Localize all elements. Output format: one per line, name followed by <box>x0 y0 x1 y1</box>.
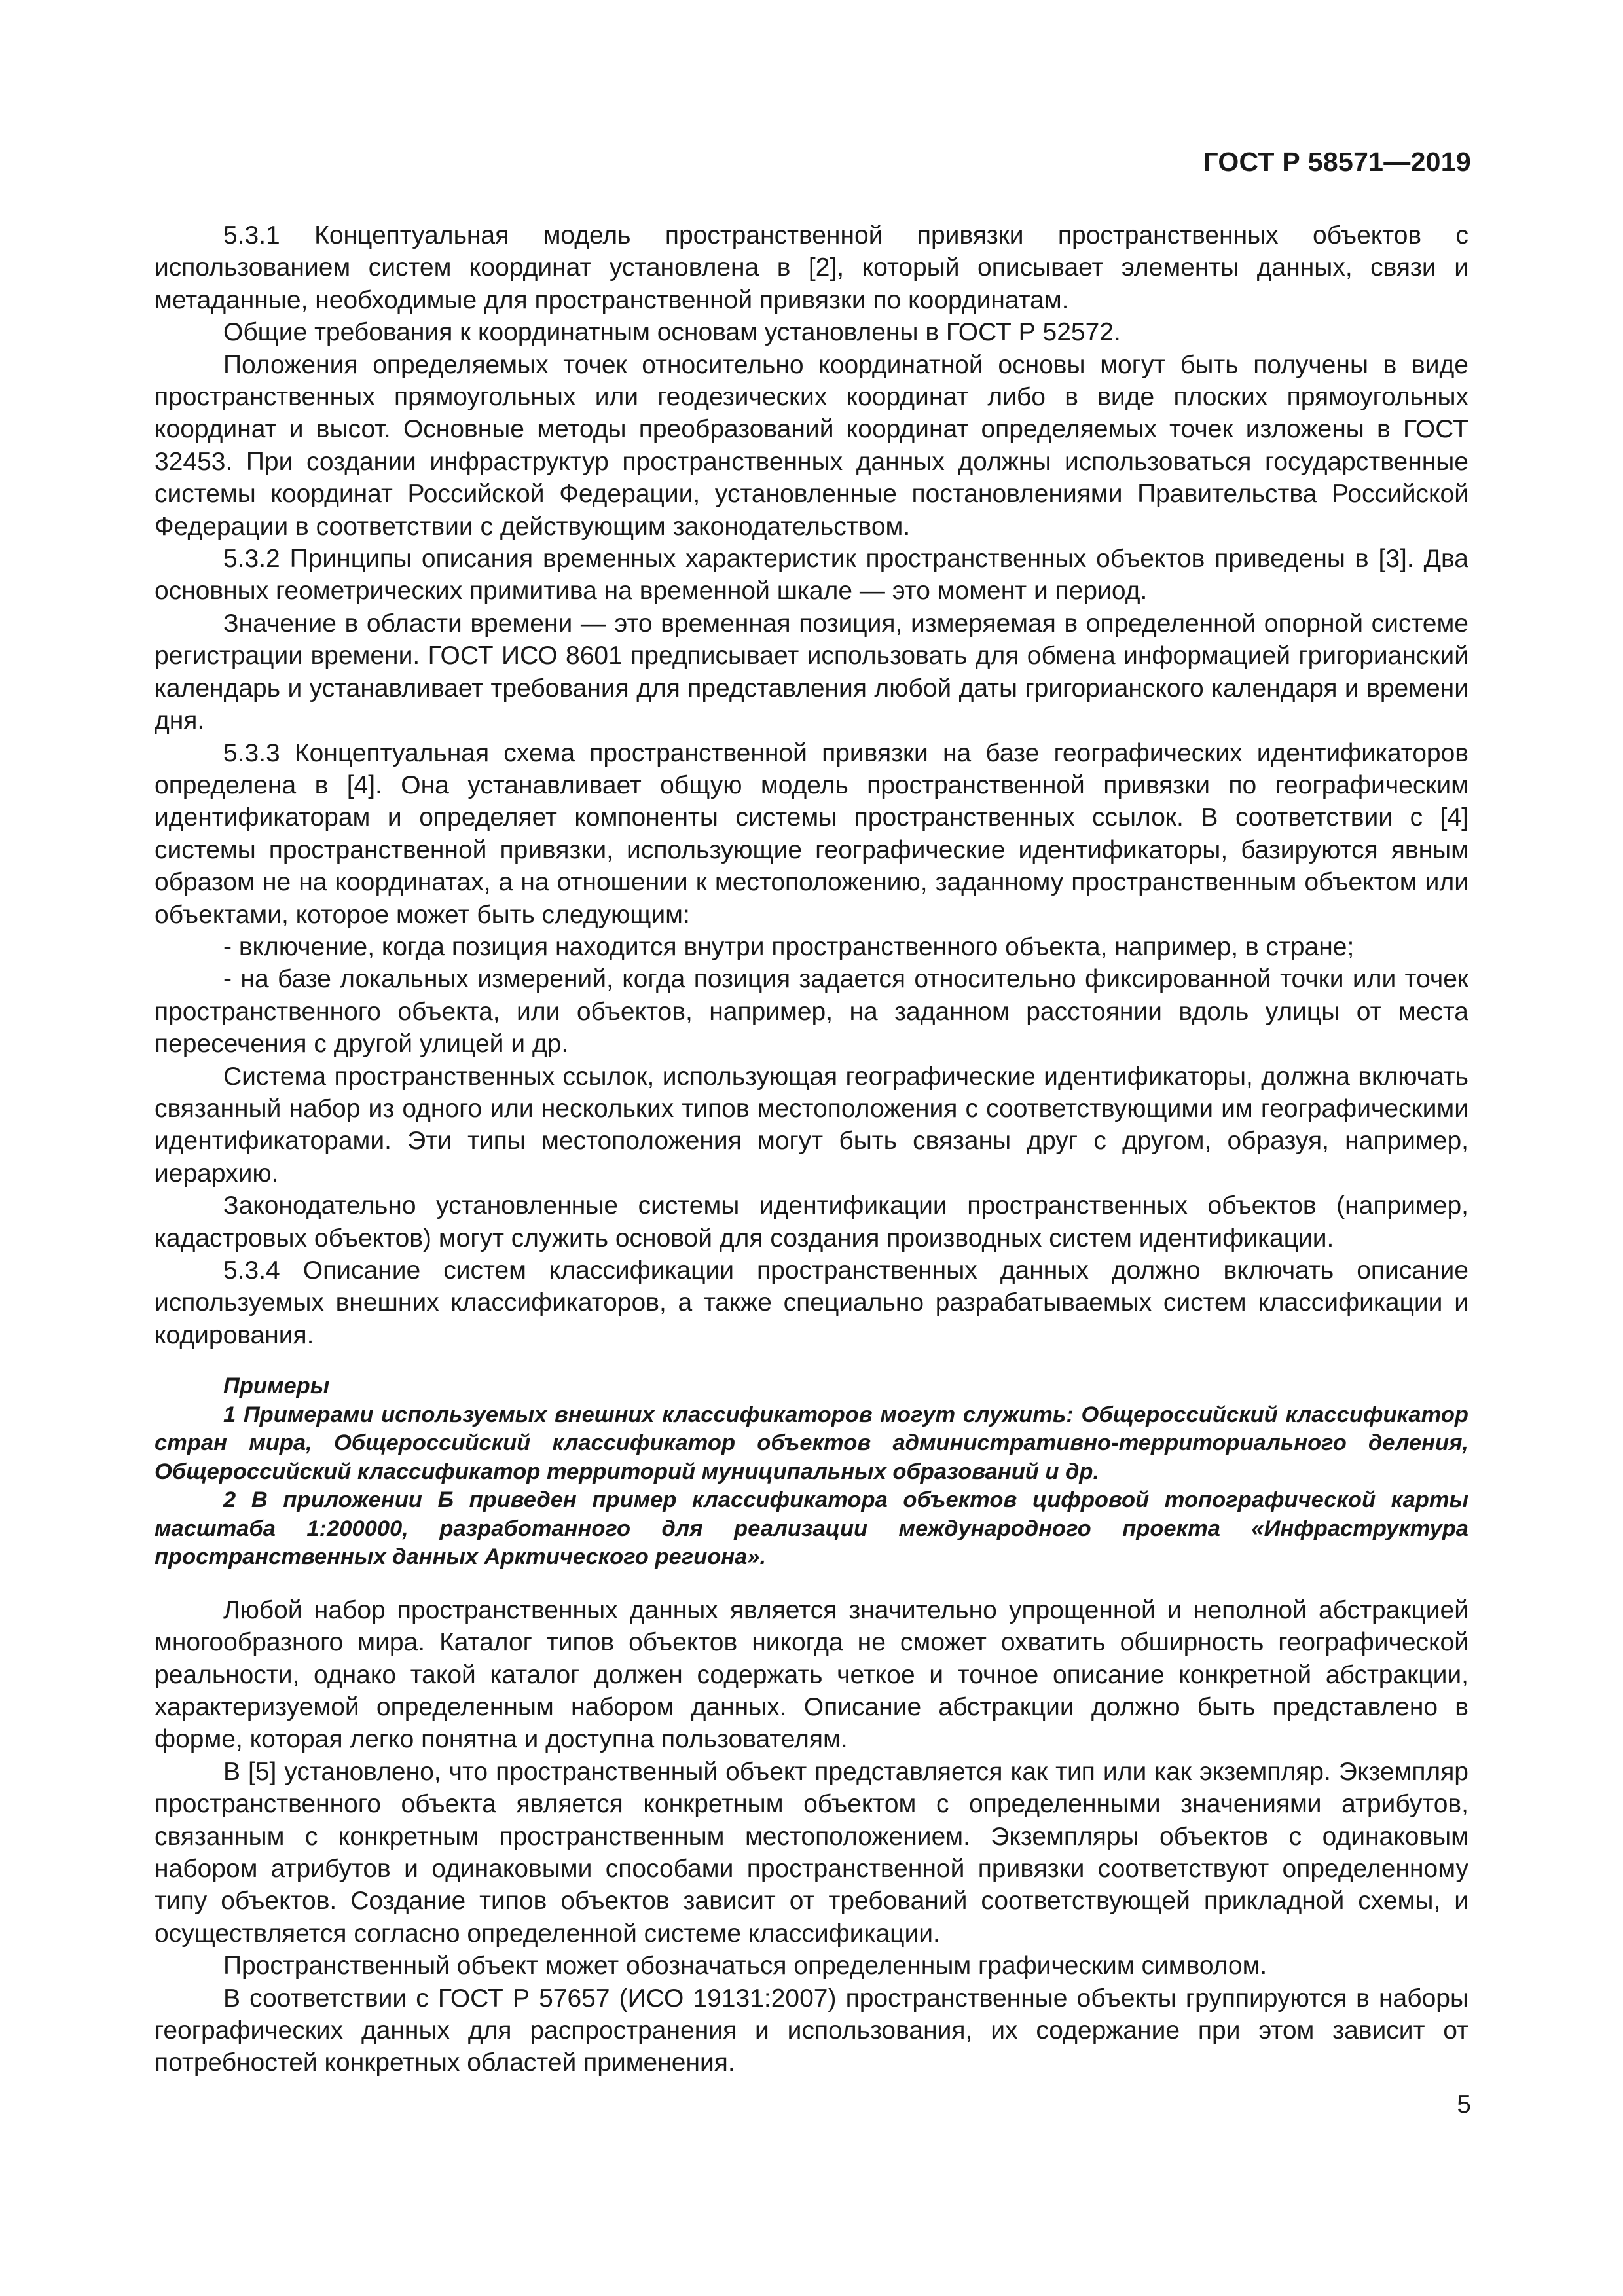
paragraph: Положения определяемых точек относительно координатной основы могут быть получены в виде пространственных прямоугольных или геодезических координат либо в виде плоских прямоугольных координат и высот. Основные методы преобразований координат определяемых точек изложены в ГОСТ 32453. При создании инфраструктур пространственных данных должны использоваться государственные системы координат Российской Федерации, установленные постановлениями Правительства Российской Федерации в соответствии с действующим законодательством. <box>155 350 1468 541</box>
page-number: 5 <box>1457 2090 1471 2119</box>
paragraph: Пространственный объект может обозначаться определенным графическим символом. <box>223 1952 1267 1980</box>
list-item: - включение, когда позиция находится внутри пространственного объекта, например, в стране; <box>223 932 1355 961</box>
examples-title: Примеры <box>223 1374 330 1399</box>
paragraph: Система пространственных ссылок, использующая географические идентификаторы, должна включать связанный набор из одного или нескольких типов местоположения с соответствующими им географическими идентификаторами. Эти типы местоположения могут быть связаны друг с другом, образуя, например, иерархию. <box>155 1062 1468 1188</box>
document-header: ГОСТ Р 58571—2019 <box>1203 147 1471 177</box>
paragraph: В соответствии с ГОСТ Р 57657 (ИСО 19131:2007) пространственные объекты группируются в наборы географических данных для распространения и использования, их содержание при этом зависит от потребностей конкретных областей применения. <box>155 1984 1468 2077</box>
list-item: - на базе локальных измерений, когда позиция задается относительно фиксированной точки или точек пространственного объекта, или объектов, например, на заданном расстоянии вдоль улицы от места пересечения с другой улицей и др. <box>155 965 1468 1059</box>
paragraph: Законодательно установленные системы идентификации пространственных объектов (например, кадастровых объектов) могут служить основой для создания производных систем идентификации. <box>155 1192 1468 1252</box>
paragraph: Любой набор пространственных данных является значительно упрощенной и неполной абстракцией многообразного мира. Каталог типов объектов никогда не сможет охватить обширность географической реальности, однако такой каталог должен содержать четкое и точное описание конкретной абстракции, характеризуемой определенным набором данных. Описание абстракции должно быть представлено в форме, которая легко понятна и доступна пользователям. <box>155 1595 1468 1754</box>
document-body <box>155 219 1468 2079</box>
paragraph-5-3-4: 5.3.4 Описание систем классификации пространственных данных должно включать описание используемых внешних классификаторов, а также специально разрабатываемых систем классификации и кодирования. <box>155 1256 1468 1349</box>
paragraph-5-3-3: 5.3.3 Концептуальная схема пространственной привязки на базе географических идентификаторов определена в [4]. Она устанавливает общую модель пространственной привязки по географическим идентификаторам и определяет компоненты системы пространственных ссылок. В соответствии с [4] системы пространственной привязки, использующие географические идентификаторы, базируются явным образом не на координатах, а на отношении к местоположению, заданному пространственным объектом или объектами, которое может быть следующим: <box>155 738 1468 929</box>
paragraph: В [5] установлено, что пространственный объект представляется как тип или как экземпляр. Экземпляр пространственного объекта является конкретным объектом с определенными значениями атрибутов, связанным с конкретным пространственным местоположением. Экземпляры объектов с одинаковым набором атрибутов и одинаковыми способами пространственной привязки соответствуют определенному типу объектов. Создание типов объектов зависит от требований соответствующей прикладной схемы, и осуществляется согласно определенной системе классификации. <box>155 1757 1468 1948</box>
paragraph: Значение в области времени — это временная позиция, измеряемая в определенной опорной системе регистрации времени. ГОСТ ИСО 8601 предписывает использовать для обмена информацией григорианский календарь и устанавливает требования для представления любой даты григорианского календаря и времени дня. <box>155 609 1468 735</box>
examples-block <box>155 1372 1468 1572</box>
example-item: 1 Примерами используемых внешних классификаторов могут служить: Общероссийский классификатор стран мира, Общероссийский классификатор объектов административно-территориального деления, Общероссийский классификатор территорий муниципальных образований и др. <box>155 1402 1468 1484</box>
paragraph: Общие требования к координатным основам установлены в ГОСТ Р 52572. <box>223 318 1121 347</box>
example-item: 2 В приложении Б приведен пример классификатора объектов цифровой топографической карты масштаба 1:200000, разработанного для реализации международного проекта «Инфраструктура пространственных данных Арктического региона». <box>155 1487 1468 1570</box>
paragraph-5-3-1: 5.3.1 Концептуальная модель пространственной привязки пространственных объектов с использованием систем координат установлена в [2], который описывает элементы данных, связи и метаданные, необходимые для пространственной привязки по координатам. <box>155 221 1468 314</box>
paragraph-5-3-2: 5.3.2 Принципы описания временных характеристик пространственных объектов приведены в [3]. Два основных геометрических примитива на временной шкале — это момент и период. <box>155 545 1468 606</box>
